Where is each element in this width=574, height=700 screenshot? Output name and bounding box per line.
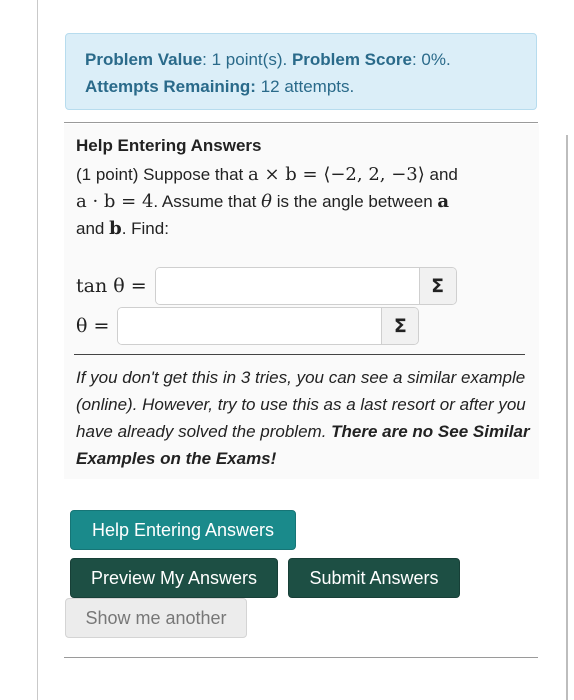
divider-answers: [74, 354, 525, 355]
theta-input[interactable]: [118, 308, 381, 344]
problem-score-label: Problem Score: [291, 50, 412, 69]
and-text-2: and: [76, 219, 105, 238]
note-text: If you don't get this in 3 tries, you can see a similar example (online). However, try to use this as a last resort or after you have already solved the problem.: [76, 368, 526, 441]
problem-value-label: Problem Value: [85, 50, 203, 69]
problem-score: : 0%.: [411, 50, 451, 69]
problem-value: : 1 point(s).: [202, 50, 292, 69]
theta-field: [117, 307, 419, 345]
points-text: (1 point) Suppose that: [76, 165, 244, 184]
problem-body: [64, 124, 539, 479]
dot-product-expression: a · b = 4: [76, 191, 154, 212]
and-text: and: [424, 165, 458, 184]
sigma-icon[interactable]: Σ: [419, 268, 456, 304]
attempts-remaining: 12 attempts.: [255, 77, 355, 96]
theta-label: θ =: [76, 315, 110, 337]
similar-example-note: [76, 364, 536, 472]
find-text: . Find:: [121, 219, 169, 238]
angle-between-text: is the angle between: [271, 192, 433, 211]
answer-row-tan: [76, 267, 457, 305]
show-another-button[interactable]: Show me another: [65, 598, 247, 638]
assume-text: . Assume that: [153, 192, 257, 211]
theta-symbol: θ: [261, 191, 272, 212]
sigma-icon[interactable]: Σ: [381, 308, 418, 344]
tan-theta-input[interactable]: [156, 268, 419, 304]
vector-b: b: [109, 218, 122, 239]
tan-theta-label: tan θ =: [76, 275, 147, 297]
status-line-1: [85, 46, 517, 73]
vector-a: a: [437, 191, 450, 212]
submit-answers-button[interactable]: Submit Answers: [288, 558, 460, 598]
status-line-2: [85, 73, 517, 100]
divider-bottom: [64, 657, 538, 658]
right-scroll-edge: [566, 135, 568, 700]
cross-product-expression: a × b = ⟨−2, 2, −3⟩: [248, 164, 425, 185]
problem-statement: [76, 161, 526, 242]
note-bold-text: There are no See Similar Examples on the Exams!: [76, 422, 530, 468]
tan-theta-field: [155, 267, 457, 305]
left-divider: [37, 0, 38, 700]
attempts-label: Attempts Remaining:: [85, 77, 256, 96]
answer-row-theta: [76, 307, 419, 345]
divider-top: [64, 122, 538, 123]
help-entering-answers-link[interactable]: Help Entering Answers: [76, 136, 262, 155]
help-entering-answers-button[interactable]: Help Entering Answers: [70, 510, 296, 550]
problem-status-box: [65, 33, 537, 110]
preview-answers-button[interactable]: Preview My Answers: [70, 558, 278, 598]
